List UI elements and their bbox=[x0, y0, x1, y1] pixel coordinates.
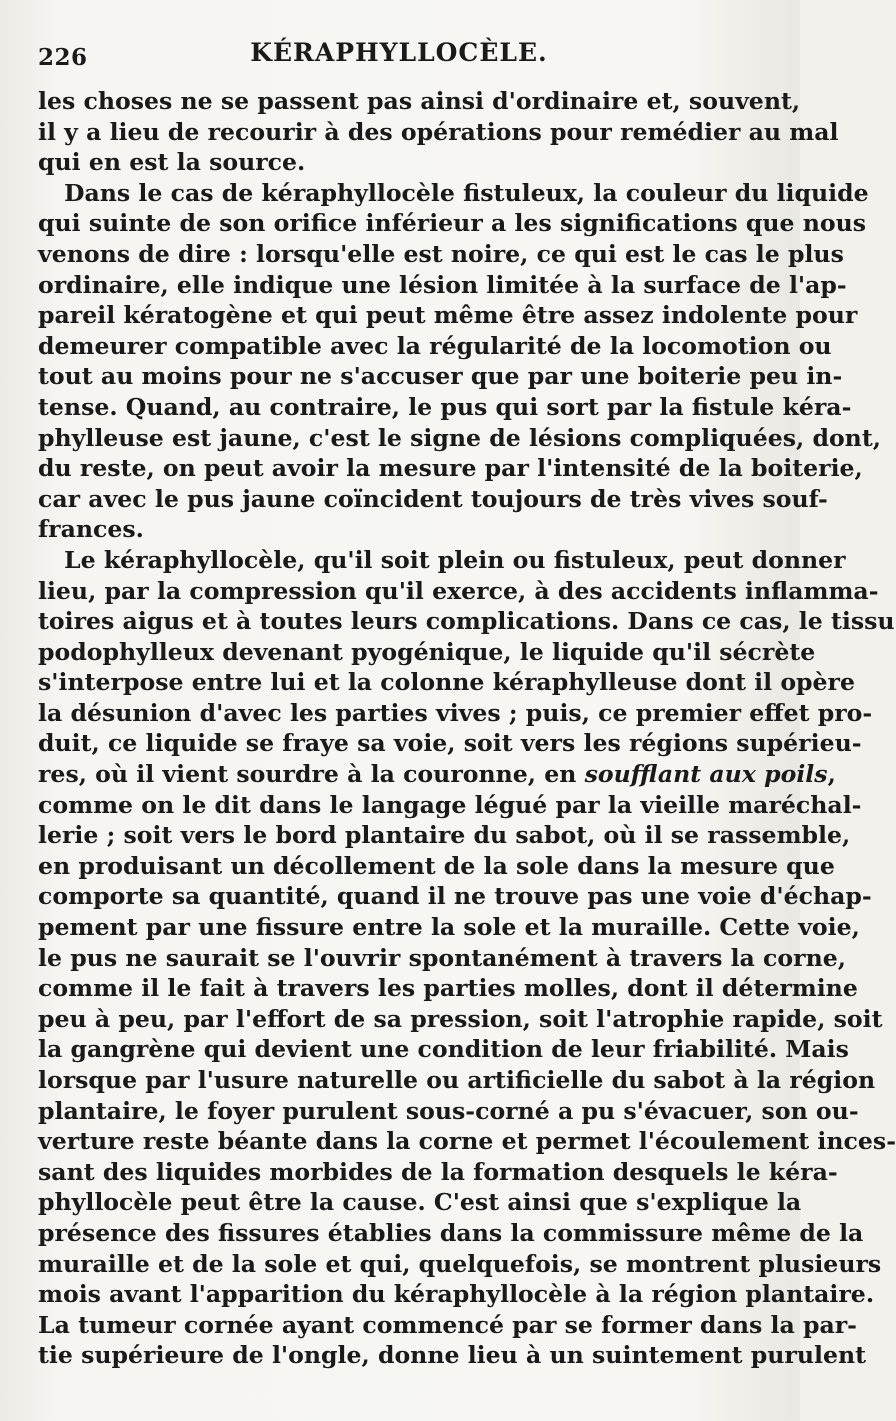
text-line: en produisant un décollement de la sole dans la mesure que bbox=[38, 851, 835, 880]
text-line: pareil kératogène et qui peut même être assez indolente pour bbox=[38, 301, 858, 330]
text-line: lerie ; soit vers le bord plantaire du sabot, où il se rassemble, bbox=[38, 821, 851, 850]
text-line: présence des fissures établies dans la commissure même de la bbox=[38, 1218, 864, 1247]
text-line: podophylleux devenant pyogénique, le liquide qu'il sécrète bbox=[38, 637, 816, 666]
text-line: frances. bbox=[38, 515, 144, 544]
text-line: plantaire, le foyer purulent sous-corné a pu s'évacuer, son ou- bbox=[38, 1096, 859, 1125]
text-line: car avec le pus jaune coïncident toujours de très vives souf- bbox=[38, 484, 828, 513]
text-line: il y a lieu de recourir à des opérations pour remédier au mal bbox=[38, 117, 839, 146]
text-line: phylleuse est jaune, c'est le signe de lésions compliquées, dont, bbox=[38, 423, 881, 452]
italic-phrase: soufflant aux poils bbox=[584, 760, 828, 789]
body-text bbox=[38, 86, 896, 1371]
text-line: les choses ne se passent pas ainsi d'ordinaire et, souvent, bbox=[38, 87, 801, 115]
text-line: tout au moins pour ne s'accuser que par une boiterie peu in- bbox=[38, 362, 843, 391]
text-line: Dans le cas de kéraphyllocèle fistuleux, la couleur du liquide bbox=[64, 178, 869, 207]
text-line: s'interpose entre lui et la colonne kéraphylleuse dont il opère bbox=[38, 668, 856, 697]
text-line: verture reste béante dans la corne et permet l'écoulement inces- bbox=[38, 1127, 896, 1156]
text-line: la gangrène qui devient une condition de leur friabilité. Mais bbox=[38, 1035, 849, 1064]
text-line-segment: res, où il vient sourdre à la couronne, en bbox=[38, 760, 585, 789]
text-line: peu à peu, par l'effort de sa pression, soit l'atrophie rapide, soit bbox=[38, 1004, 883, 1033]
text-line: tense. Quand, au contraire, le pus qui sort par la fistule kéra- bbox=[38, 392, 852, 421]
text-line: La tumeur cornée ayant commencé par se former dans la par- bbox=[38, 1310, 857, 1339]
text-line: venons de dire : lorsqu'elle est noire, ce qui est le cas le plus bbox=[38, 239, 844, 268]
text-line: comme on le dit dans le langage légué par la vieille maréchal- bbox=[38, 790, 862, 819]
text-line: la désunion d'avec les parties vives ; puis, ce premier effet pro- bbox=[38, 698, 873, 727]
text-line: Le kéraphyllocèle, qu'il soit plein ou fistuleux, peut donner bbox=[64, 545, 846, 574]
text-line-segment: , bbox=[827, 760, 836, 789]
text-line: ordinaire, elle indique une lésion limitée à la surface de l'ap- bbox=[38, 270, 847, 299]
text-line: comme il le fait à travers les parties molles, dont il détermine bbox=[38, 974, 858, 1003]
text-line: duit, ce liquide se fraye sa voie, soit vers les régions supérieu- bbox=[38, 729, 862, 758]
text-line: lorsque par l'usure naturelle ou artificielle du sabot à la région bbox=[38, 1066, 876, 1094]
page-header bbox=[38, 38, 760, 78]
running-title: KÉRAPHYLLOCÈLE. bbox=[250, 38, 548, 67]
text-line: lieu, par la compression qu'il exerce, à des accidents inflamma- bbox=[38, 576, 879, 605]
text-line: pement par une fissure entre la sole et la muraille. Cette voie, bbox=[38, 913, 860, 942]
text-line: qui suinte de son orifice inférieur a les significations que nous bbox=[38, 209, 867, 238]
text-line: le pus ne saurait se l'ouvrir spontanément à travers la corne, bbox=[38, 943, 846, 972]
text-line: phyllocèle peut être la cause. C'est ainsi que s'explique la bbox=[38, 1188, 802, 1217]
text-line: demeurer compatible avec la régularité de la locomotion ou bbox=[38, 331, 832, 360]
text-line: qui en est la source. bbox=[38, 148, 306, 177]
text-line bbox=[38, 759, 836, 790]
text-line: muraille et de la sole et qui, quelquefois, se montrent plusieurs bbox=[38, 1249, 882, 1278]
page-number: 226 bbox=[38, 44, 88, 71]
text-line: du reste, on peut avoir la mesure par l'intensité de la boiterie, bbox=[38, 454, 863, 483]
text-line: mois avant l'apparition du kéraphyllocèle à la région plantaire. bbox=[38, 1280, 875, 1309]
text-line: tie supérieure de l'ongle, donne lieu à un suintement purulent bbox=[38, 1341, 867, 1370]
text-line: toires aigus et à toutes leurs complications. Dans ce cas, le tissu bbox=[38, 607, 895, 636]
text-line: comporte sa quantité, quand il ne trouve pas une voie d'échap- bbox=[38, 882, 872, 911]
text-line: sant des liquides morbides de la formation desquels le kéra- bbox=[38, 1157, 838, 1186]
